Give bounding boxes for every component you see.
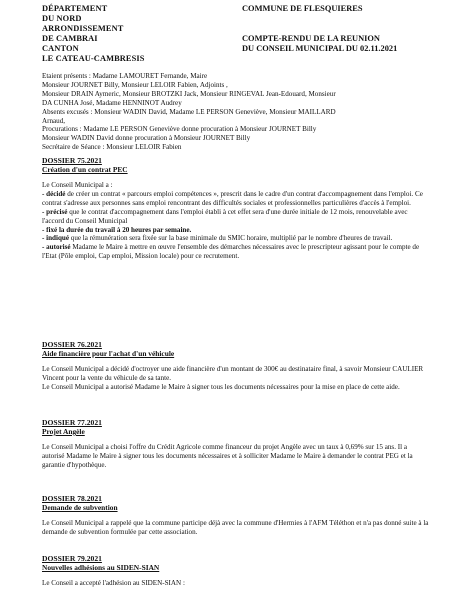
dossier-78-number: DOSSIER 78.2021: [42, 494, 102, 503]
attendance-proxy-line: Procurations : Madame LE PERSON Geneviève donne procuration à Monsieur JOURNET Billy: [42, 125, 317, 134]
dossier-75-title: Création d'un contrat PEC: [42, 165, 128, 174]
report-title-line-1: COMPTE-RENDU DE LA REUNION: [242, 34, 380, 43]
attendance-proxy-line-2: Monsieur WADIN David donne procuration à Monsieur JOURNET Billy: [42, 134, 251, 143]
header-commune: COMMUNE DE FLESQUIERES: [242, 4, 363, 13]
dossier-75-intro: Le Conseil Municipal a :: [42, 181, 113, 189]
dossier-78-title: Demande de subvention: [42, 503, 118, 512]
header-arrondissement-name: DE CAMBRAI: [42, 34, 98, 43]
dossier-75-item-decide-lead: - décidé: [42, 189, 66, 198]
header-left-block: [42, 4, 145, 64]
dossier-79-number: DOSSIER 79.2021: [42, 554, 102, 563]
report-title: [242, 34, 397, 54]
dossier-75-section: [42, 156, 430, 261]
attendance-members-line: Monsieur DRAIN Aymeric, Monsieur BROTZKI Jack, Monsieur RINGEVAL Jean-Edouard, Monsieur: [42, 89, 336, 98]
dossier-77-number: DOSSIER 77.2021: [42, 418, 102, 427]
dossier-75-item-precise-text: que le contrat d'accompagnement dans l'emploi établi à cet effet sera d'une durée initiale de 12 mois, renouvelable avec l'accord du Conseil Municipal: [42, 207, 408, 225]
dossier-75-item-fixe: - fixé la durée du travail à 20 heures par semaine.: [42, 225, 192, 234]
dossier-76-paragraph-1: Le Conseil Municipal a décidé d'octroyer une aide financière d'un montant de 300€ au destinataire final, à savoir Monsieur CAULIER Vincent pour la vente du véhicule de sa tante.: [42, 365, 424, 382]
attendance-members-line-2: DA CUNHA José, Madame HENNINOT Audrey: [42, 98, 182, 107]
header-arrondissement: ARRONDISSEMENT: [42, 24, 124, 33]
dossier-79-paragraph: Le Conseil a accepté l'adhésion au SIDEN-SIAN :: [42, 579, 185, 587]
dossier-75-item-indique: [42, 234, 430, 243]
dossier-75-item-precise-lead: - précisé: [42, 207, 68, 216]
dossier-75-item-indique-lead: - indiqué: [42, 234, 70, 243]
header-canton-name: LE CATEAU-CAMBRESIS: [42, 54, 145, 63]
attendance-excused-line: Absents excusés : Monsieur WADIN David, Madame LE PERSON Geneviève, Monsieur MAILLARD: [42, 107, 336, 116]
dossier-79-section: [42, 554, 430, 588]
dossier-79-title: Nouvelles adhésions au SIDEN-SIAN: [42, 563, 160, 572]
dossier-77-section: [42, 418, 430, 470]
attendance-excused-line-2: Arnaud,: [42, 116, 66, 125]
attendance-adjoints-line: Monsieur JOURNET Billy, Monsieur LELOIR Fabien, Adjoints ,: [42, 80, 228, 89]
dossier-76-section: [42, 340, 430, 392]
dossier-75-item-precise: [42, 208, 430, 226]
dossier-77-paragraph: Le Conseil Municipal a choisi l'offre du Crédit Agricole comme financeur du projet Angèle avec un taux à 0,69% sur 15 ans. Il a autorisé Madame le Maire à signer tous les documents nécessaires et à solliciter Madame le Maire à demander le contrat PEG et la garantie d'hypothèque.: [42, 443, 413, 469]
dossier-75-item-decide-text: de créer un contrat « parcours emploi compétences », prescrit dans le cadre d'un contrat d'accompagnement dans l'emploi. Ce contrat s'adresse aux personnes sans emploi rencontrant des difficultés sociales et professionnelles particulières d'accès à l'emploi.: [42, 189, 423, 207]
header-department-name: DU NORD: [42, 14, 82, 23]
attendance-present-line: Etaient présents : Madame LAMOURET Fernande, Maire: [42, 72, 208, 80]
dossier-75-number: DOSSIER 75.2021: [42, 156, 102, 165]
report-title-line-2: DU CONSEIL MUNICIPAL DU 02.11.2021: [242, 44, 398, 53]
dossier-77-title: Projet Angèle: [42, 427, 85, 436]
dossier-75-item-autorise-text: Madame le Maire à mettre en œuvre l'ensemble des démarches nécessaires avec le prescripteur agissant pour le compte de l'Etat (Pôle emploi, Cap emploi, Mission locale) pour ce recrutement.: [42, 243, 420, 261]
dossier-75-item-autorise-lead: - autorisé: [42, 243, 71, 252]
dossier-76-number: DOSSIER 76.2021: [42, 340, 102, 349]
header-right-block: [242, 4, 397, 54]
attendance-section: [42, 72, 430, 152]
dossier-75-item-indique-text: que la rémunération sera fixée sur la base minimale du SMIC horaire, multiplié par le nombre d'heures de travail.: [69, 234, 393, 243]
dossier-75-item-decide: [42, 190, 430, 208]
dossier-78-paragraph: Le Conseil Municipal a rappelé que la commune participe déjà avec la commune d'Hermies à l'AFM Téléthon et n'a pas donné suite à la demande de subvention formulée par cette association.: [42, 519, 429, 536]
dossier-76-title: Aide financière pour l'achat d'un véhicule: [42, 349, 175, 358]
header-canton: CANTON: [42, 44, 79, 53]
attendance-secretary-line: Secrétaire de Séance : Monsieur LELOIR Fabien: [42, 143, 182, 152]
dossier-78-section: [42, 494, 430, 537]
dossier-76-paragraph-2: Le Conseil Municipal a autorisé Madame le Maire à signer tous les documents nécessaires pour la mise en place de cette aide.: [42, 382, 400, 391]
dossier-75-item-autorise: [42, 243, 430, 261]
header-department: DÉPARTEMENT: [42, 4, 108, 13]
